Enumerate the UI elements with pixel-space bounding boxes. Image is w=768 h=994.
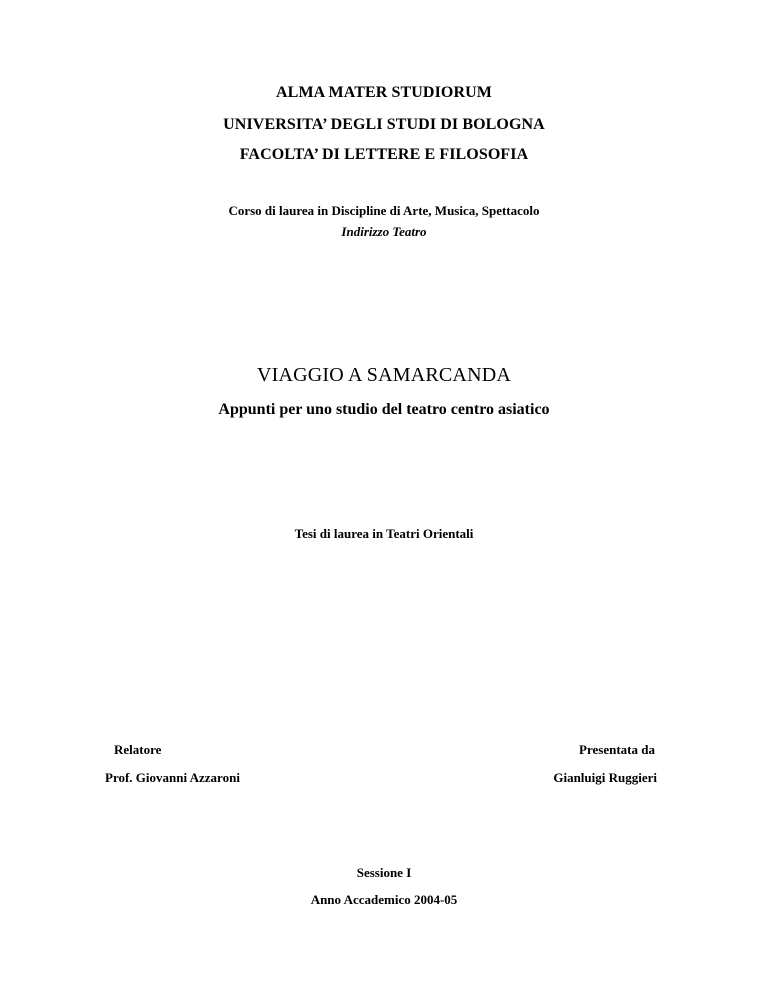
author-name: Gianluigi Ruggieri <box>553 770 657 785</box>
session: Sessione I <box>356 865 412 880</box>
faculty-name: FACOLTA’ DI LETTERE E FILOSOFIA <box>239 146 529 163</box>
course-track: Indirizzo Teatro <box>341 224 427 239</box>
supervisor-label: Relatore <box>114 742 162 757</box>
university-name-line2: UNIVERSITA’ DEGLI STUDI DI BOLOGNA <box>223 116 545 133</box>
thesis-subtitle: Appunti per uno studio del teatro centro asiatico <box>218 401 550 418</box>
university-name-line1: ALMA MATER STUDIORUM <box>276 84 492 101</box>
thesis-title: VIAGGIO A SAMARCANDA <box>256 364 512 386</box>
thesis-type: Tesi di laurea in Teatri Orientali <box>294 526 474 541</box>
academic-year: Anno Accademico 2004-05 <box>310 892 458 907</box>
author-label: Presentata da <box>579 742 655 757</box>
course-name: Corso di laurea in Discipline di Arte, Musica, Spettacolo <box>228 203 540 218</box>
supervisor-name: Prof. Giovanni Azzaroni <box>105 770 240 785</box>
